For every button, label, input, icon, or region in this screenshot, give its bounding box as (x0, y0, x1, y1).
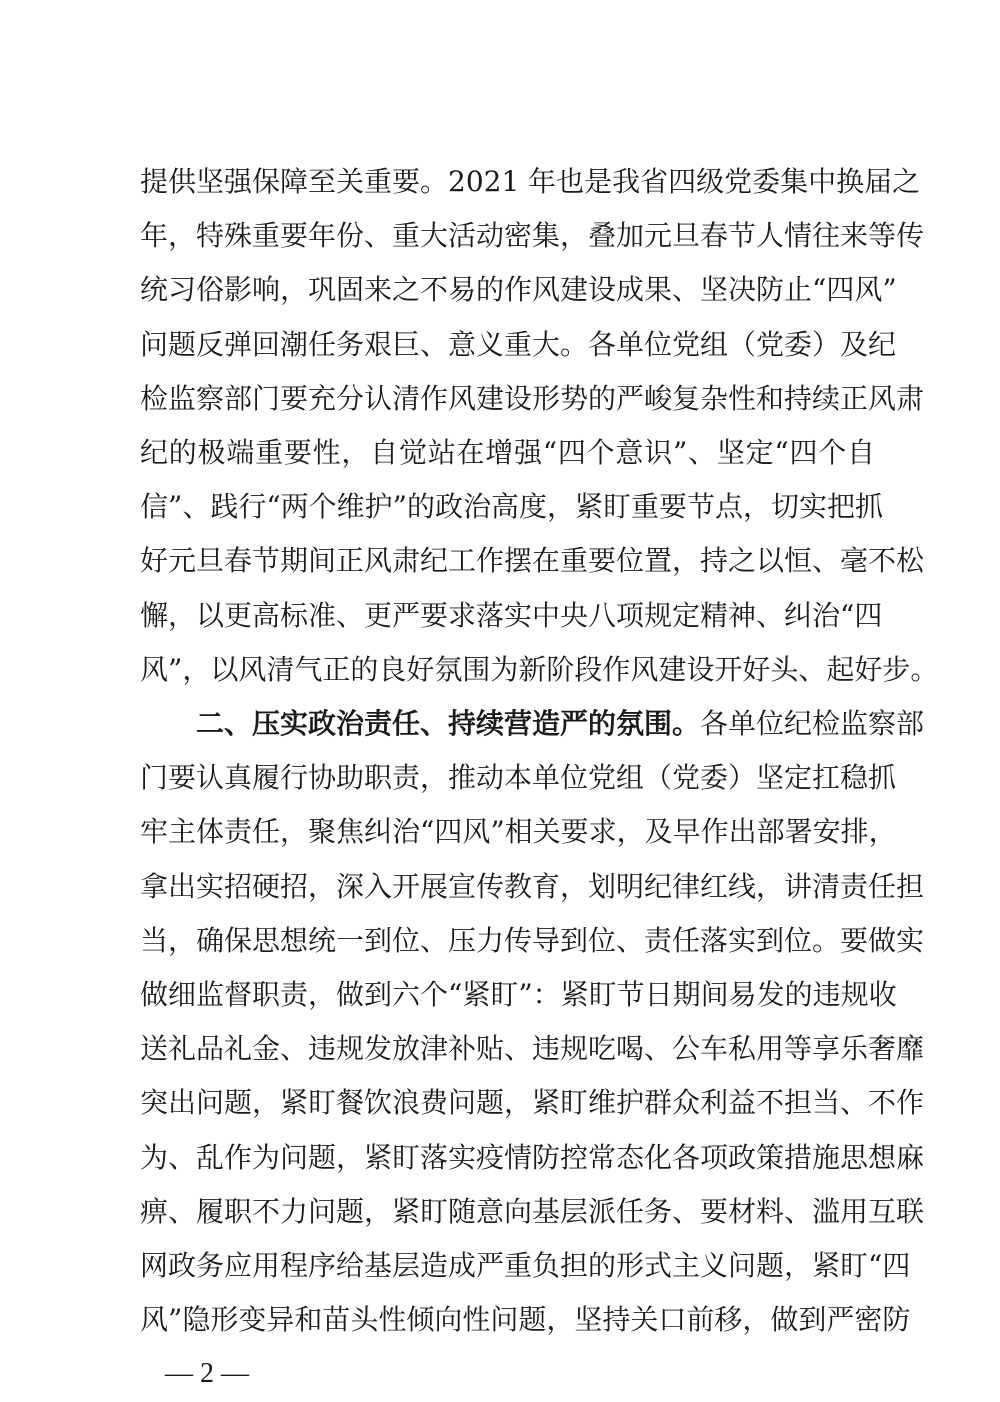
text-line: 当，确保思想统一到位、压力传导到位、责任落实到位。要做实 (140, 924, 925, 957)
text-line: 风”隐形变异和苗头性倾向性问题，坚持关口前移，做到严密防 (140, 1303, 911, 1336)
page-number: — 2 — (165, 1358, 249, 1389)
text-line: 突出问题，紧盯餐饮浪费问题，紧盯维护群众利益不担当、不作 (140, 1086, 925, 1119)
text-line: 好元旦春节期间正风肃纪工作摆在重要位置，持之以恒、毫不松 (140, 544, 925, 577)
text-line: 拿出实招硬招，深入开展宣传教育，划明纪律红线，讲清责任担 (140, 870, 925, 903)
text-line: 为、乱作为问题，紧盯落实疫情防控常态化各项政策措施思想麻 (140, 1141, 925, 1174)
text-line: 提供坚强保障至关重要。2021 年也是我省四级党委集中换届之 (140, 165, 921, 198)
section-heading-line (196, 704, 925, 744)
text-line: 懈，以更高标准、更严要求落实中央八项规定精神、纠治“四 (140, 599, 883, 632)
text-line: 统习俗影响，巩固来之不易的作风建设成果、坚决防止“四风” (140, 273, 897, 306)
text-line: 年，特殊重要年份、重大活动密集，叠加元旦春节人情往来等传 (140, 219, 925, 252)
section-heading: 二、压实政治责任、持续营造严的氛围。 (196, 707, 701, 740)
text-line: 风”，以风清气正的良好氛围为新阶段作风建设开好头、起好步。 (140, 653, 939, 686)
text-line: 送礼品礼金、违规发放津补贴、违规吃喝、公车私用等享乐奢靡 (140, 1032, 925, 1065)
text-line: 网政务应用程序给基层造成严重负担的形式主义问题，紧盯“四 (140, 1249, 911, 1282)
text-line: 门要认真履行协助职责，推动本单位党组（党委）坚定扛稳抓 (140, 761, 897, 794)
text-line: 做细监督职责，做到六个“紧盯”：紧盯节日期间易发的违规收 (140, 978, 897, 1011)
text-line: 纪的极端重要性，自觉站在增强“四个意识”、坚定“四个自 (140, 436, 875, 469)
section-heading-rest: 各单位纪检监察部 (700, 707, 925, 740)
text-line: 痹、履职不力问题，紧盯随意向基层派任务、要材料、滥用互联 (140, 1195, 925, 1228)
text-line: 牢主体责任，聚焦纠治“四风”相关要求，及早作出部署安排， (140, 815, 897, 848)
text-line: 检监察部门要充分认清作风建设形势的严峻复杂性和持续正风肃 (140, 382, 925, 415)
text-line: 问题反弹回潮任务艰巨、意义重大。各单位党组（党委）及纪 (140, 328, 897, 361)
text-line: 信”、践行“两个维护”的政治高度，紧盯重要节点，切实把抓 (140, 490, 883, 523)
